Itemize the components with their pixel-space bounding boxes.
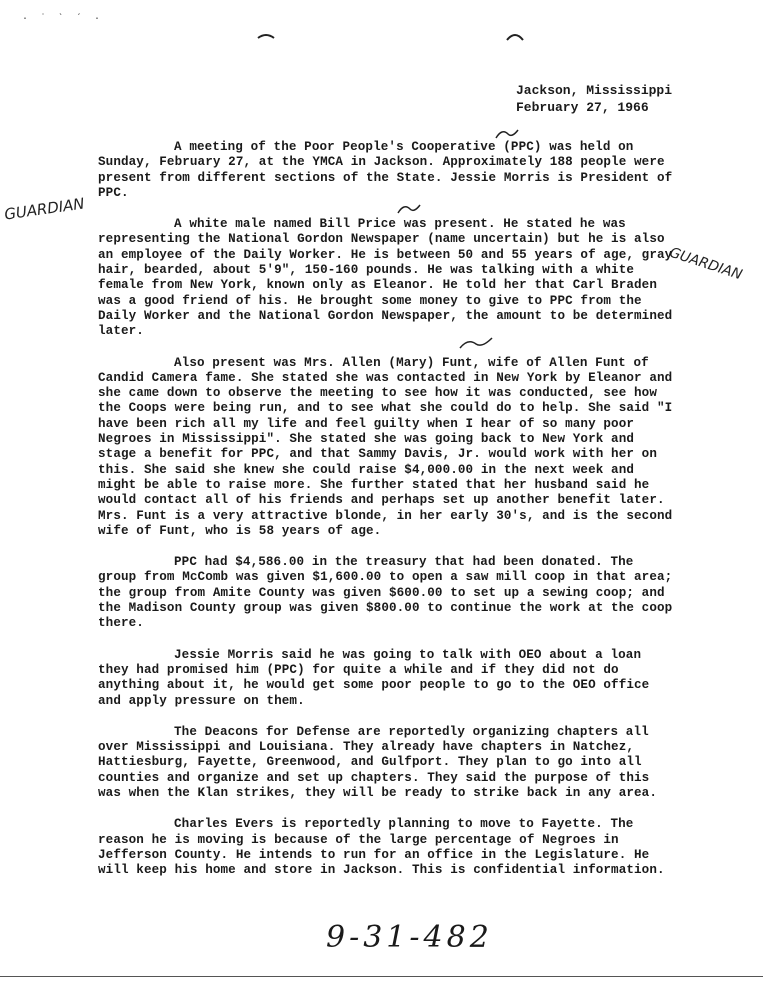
paragraph-mary-funt: Also present was Mrs. Allen (Mary) Funt, wife of Allen Funt of Candid Camera fame. She stated she was contacted in New York by Eleanor and she came down to observe the meeting to see how it was conducted, see how the Coops were being run, and to see what she could do to help. She said "I have been rich all my life and feel guilty when I hear of so many poor Negroes in Mississippi". She stated she was going back to New York and stage a benefit for PPC, and that Sammy Davis, Jr. would work with her on this. She said she knew she could raise $4,000.00 in the next week and might be able to raise more. She further stated that her husband said he would contact all of his friends and perhaps set up another benefit later. Mrs. Funt is a very attractive blonde, in her early 30's, and is the second wife of Funt, who is 58 years of age. [98,355,673,538]
punch-mark-left [256,30,276,42]
handwritten-note-left: GUARDIAN [3,194,86,224]
header-date: February 27, 1966 [516,100,649,115]
document-header [516,82,672,116]
scan-specks: · ˙ ˋ ˊ · [22,14,104,25]
paragraph-bill-price: A white male named Bill Price was present. He stated he was representing the National Gordon Newspaper (name uncertain) but he is also an employee of the Daily Worker. He is between 50 and 55 years of age, gray hair, bearded, about 5'9", 150-160 pounds. He was talking with a white female from New York, known only as Eleanor. He told her that Carl Braden was a good friend of his. He brought some money to give to PPC from the Daily Worker and the National Gordon Newspaper, the amount to be determined later. [98,217,673,339]
punch-mark-right [505,30,525,44]
handwritten-file-number: 9-31-482 [326,920,493,955]
scan-edge-line [0,976,763,977]
handwritten-note-right: GUARDIAN [667,244,744,284]
paragraph-ppc-meeting: A meeting of the Poor People's Cooperative (PPC) was held on Sunday, February 27, at the YMCA in Jackson. Approximately 188 people were present from different sections of the State. Jessie Morris is President of PPC. [98,140,673,200]
paragraph-treasury: PPC had $4,586.00 in the treasury that had been donated. The group from McComb was given $1,600.00 to open a saw mill coop in that area; the group from Amite County was given $600.00 to set up a sewing coop; and the Madison County group was given $800.00 to continue the work at the coop there. [98,555,673,631]
document-body [98,140,674,894]
paragraph-deacons-for-defense: The Deacons for Defense are reportedly organizing chapters all over Mississippi and Louisiana. They already have chapters in Natchez, Hattiesburg, Fayette, Greenwood, and Gulfport. They plan to go into all counties and organize and set up chapters. They said the purpose of this was when the Klan strikes, they will be ready to strike back in any area. [98,724,657,800]
paragraph-oeo-loan: Jessie Morris said he was going to talk with OEO about a loan they had promised him (PPC) for quite a while and if they did not do anything about it, he would get some poor people to go to the OEO office and apply pressure on them. [98,647,650,708]
header-location: Jackson, Mississippi [516,83,673,98]
paragraph-charles-evers: Charles Evers is reportedly planning to move to Fayette. The reason he is moving is because of the large percentage of Negroes in Jefferson County. He intends to run for an office in the Legislature. He will keep his home and store in Jackson. This is confidential information. [98,817,665,878]
